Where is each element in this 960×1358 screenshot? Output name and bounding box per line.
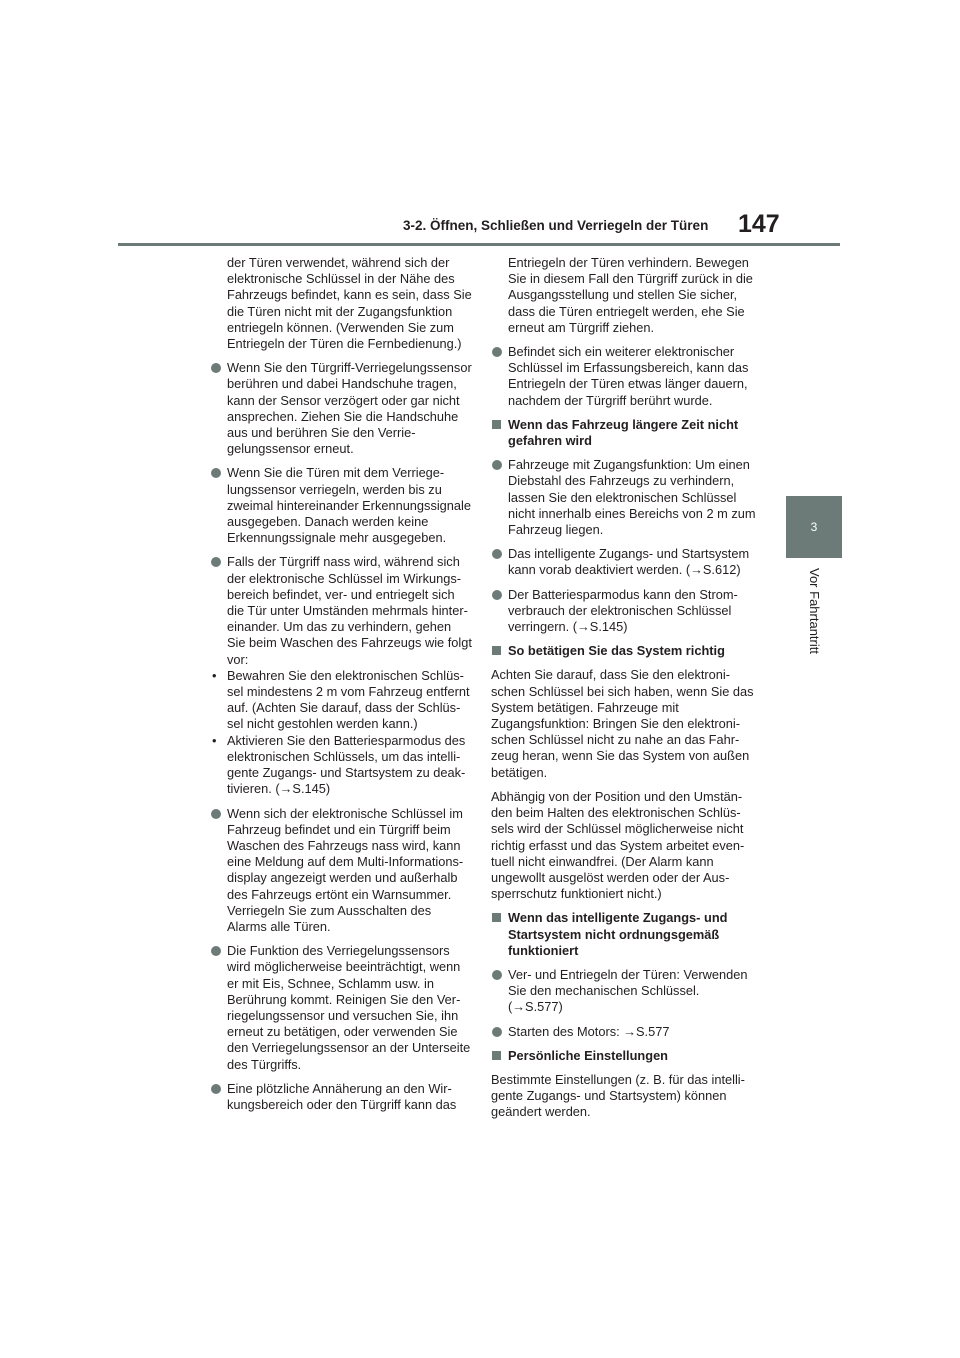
heading-square-icon: [492, 1051, 501, 1060]
header-rule: [118, 243, 840, 246]
bullet-text: Das intelligente Zugangs- und Startsystem kann vorab deaktiviert werden. (→S.612): [508, 546, 750, 578]
bullet-text: Starten des Motors: →S.577: [508, 1023, 670, 1039]
bullet-text: Die Funktion des Verriegelungssensors wird möglicherweise beeinträchtigt, wenn er mit Eis, Schnee, Schlamm usw. in Berührung kommt. Reinigen Sie den Verriegelungssensor und versuchen Sie, ihn erneut zu betätigen, oder verwenden Sie den Verriegelungssensor an der Unterseite des Türgriffs.: [227, 943, 471, 1072]
paragraph-text: der Türen verwendet, während sich der elektronische Schlüssel in der Nähe des Fahrzeugs befindet, kann es sein, dass Sie die Türen nicht mit der Zugangsfunktion entriegeln können. (Verwenden Sie zum Entriegeln der Türen die Fernbedienung.): [227, 255, 472, 352]
heading-square-icon: [492, 420, 501, 429]
sub-item-text: Aktivieren Sie den Batteriesparmodus des elektronischen Schlüssels, um das intelligente Zugangs- und Startsystem zu deaktivieren. (→S.145): [227, 732, 466, 797]
bullet-dot-icon: [211, 468, 221, 478]
chapter-title: [786, 568, 842, 688]
bullet-dot-icon: [492, 347, 502, 357]
bullet-item: [491, 587, 756, 636]
sub-bullet-mark: •: [212, 732, 217, 748]
page-number: 147: [738, 210, 780, 238]
chapter-number: 3: [810, 520, 818, 534]
right-column: [491, 255, 756, 1129]
sub-list: [210, 668, 472, 798]
bullet-text: Wenn sich der elektronische Schlüssel im Fahrzeug befindet und ein Türgriff beim Waschen des Fahrzeugs nass wird, kann eine Meldung auf dem Multi-Informationsdisplay angezeigt werden und außerhalb des Fahrzeugs ertönt ein Warnsummer. Verriegeln Sie zum Ausschalten des Alarms alle Türen.: [227, 805, 464, 934]
heading-text: Persönliche Einstellungen: [508, 1047, 668, 1063]
bullet-text: Eine plötzliche Annäherung an den Wirkungsbereich oder den Türgriff kann das: [227, 1080, 457, 1112]
body-paragraph: Abhängig von der Position und den Umständen beim Halten des elektronischen Schlüssels wird der Schlüssel möglicherweise nicht richtig erfasst und das System arbeitet eventuell nicht einwandfrei. (Der Alarm kann ungewollt ausgelöst werden oder der Aussperrschutz funktioniert nicht.): [491, 788, 745, 902]
bullet-text: Der Batteriesparmodus kann den Stromverbrauch der elektronischen Schlüssel verringern. (→S.145): [508, 586, 738, 635]
bullet-item: [210, 465, 472, 546]
bullet-dot-icon: [211, 1084, 221, 1094]
section-heading: [491, 417, 756, 449]
chapter-title-text: Vor Fahrtantritt: [807, 568, 822, 654]
bullet-dot-icon: [492, 549, 502, 559]
bullet-text: Fahrzeuge mit Zugangsfunktion: Um einen Diebstahl des Fahrzeugs zu verhindern, lassen Sie den elektronischen Schlüssel nicht innerhalb eines Bereichs von 2 m zum Fahrzeug liegen.: [508, 457, 756, 538]
heading-square-icon: [492, 646, 501, 655]
heading-text: Wenn das Fahrzeug längere Zeit nicht gefahren wird: [508, 416, 739, 449]
sub-list-item: [210, 668, 472, 733]
bullet-text: Wenn Sie die Türen mit dem Verriegelungssensor verriegeln, werden bis zu zweimal hintereinander Erkennungssignale ausgegeben. Danach werden keine Erkennungssignale mehr ausgegeben.: [227, 465, 471, 546]
bullet-text: Ver- und Entriegeln der Türen: Verwenden Sie den mechanischen Schlüssel. (→S.577): [508, 966, 748, 1015]
bullet-item: [210, 943, 472, 1073]
bullet-item: [491, 967, 756, 1016]
section-title: 3-2. Öffnen, Schließen und Verriegeln der Türen: [403, 218, 709, 233]
sub-list-item: [210, 733, 472, 798]
bullet-dot-icon: [211, 557, 221, 567]
bullet-dot-icon: [492, 590, 502, 600]
heading-text: So betätigen Sie das System richtig: [508, 643, 725, 659]
bullet-item: [491, 1024, 756, 1040]
sub-item-text: Bewahren Sie den elektronischen Schlüssel mindestens 2 m vom Fahrzeug entfernt auf. (Achten Sie darauf, dass der Schlüssel nicht gestohlen werden kann.): [227, 667, 470, 732]
bullet-dot-icon: [492, 970, 502, 980]
bullet-item: [210, 360, 472, 457]
bullet-dot-icon: [492, 1027, 502, 1037]
section-heading: [491, 1048, 756, 1064]
sub-bullet-mark: •: [212, 667, 217, 683]
bullet-dot-icon: [492, 460, 502, 470]
heading-text: Wenn das intelligente Zugangs- und Startsystem nicht ordnungsgemäß funktioniert: [508, 910, 728, 958]
bullet-dot-icon: [211, 809, 221, 819]
bullet-dot-icon: [211, 946, 221, 956]
bullet-item: [210, 1081, 472, 1113]
bullet-dot-icon: [211, 363, 221, 373]
bullet-text: Falls der Türgriff nass wird, während sich der elektronische Schlüssel im Wirkungsbereich befindet, ver- und entriegelt sich die Tür unter Umständen mehrmals hintereinander. Um das zu verhindern, gehen Sie beim Waschen des Fahrzeugs wie folgt vor:: [227, 554, 472, 667]
bullet-item: [210, 806, 472, 936]
left-column: [210, 255, 472, 1121]
bullet-item: [210, 554, 472, 667]
continuation-paragraph: [491, 255, 756, 336]
intro-paragraph: [210, 255, 472, 352]
paragraph-text: Entriegeln der Türen verhindern. Bewegen Sie in diesem Fall den Türgriff zurück in die Ausgangsstellung und stellen Sie sicher, dass die Türen entriegelt werden, ehe Sie erneut am Türgriff ziehen.: [508, 255, 753, 335]
chapter-tab: [786, 496, 842, 558]
bullet-item: [491, 457, 756, 538]
body-paragraph: Achten Sie darauf, dass Sie den elektronischen Schlüssel bei sich haben, wenn Sie das System betätigen. Fahrzeuge mit Zugangsfunktion: Bringen Sie den elektronischen Schlüssel nicht zu nahe an das Fahrzeug heran, wenn Sie das System von außen betätigen.: [491, 667, 754, 780]
body-paragraph: Bestimmte Einstellungen (z. B. für das intelligente Zugangs- und Startsystem) können geändert werden.: [491, 1071, 745, 1120]
bullet-text: Befindet sich ein weiterer elektronischer Schlüssel im Erfassungsbereich, kann das Entriegeln der Türen etwas länger dauern, nachdem der Türgriff berührt wurde.: [508, 344, 749, 408]
section-heading: [491, 910, 756, 959]
section-heading: [491, 643, 756, 659]
bullet-item: [491, 344, 756, 409]
heading-square-icon: [492, 913, 501, 922]
bullet-text: Wenn Sie den Türgriff-Verriegelungssensor berühren und dabei Handschuhe tragen, kann der Sensor verzögert oder gar nicht ansprechen. Ziehen Sie die Handschuhe aus und berühren Sie den Verriegelungssensor erneut.: [227, 360, 472, 457]
bullet-item: [491, 546, 756, 578]
